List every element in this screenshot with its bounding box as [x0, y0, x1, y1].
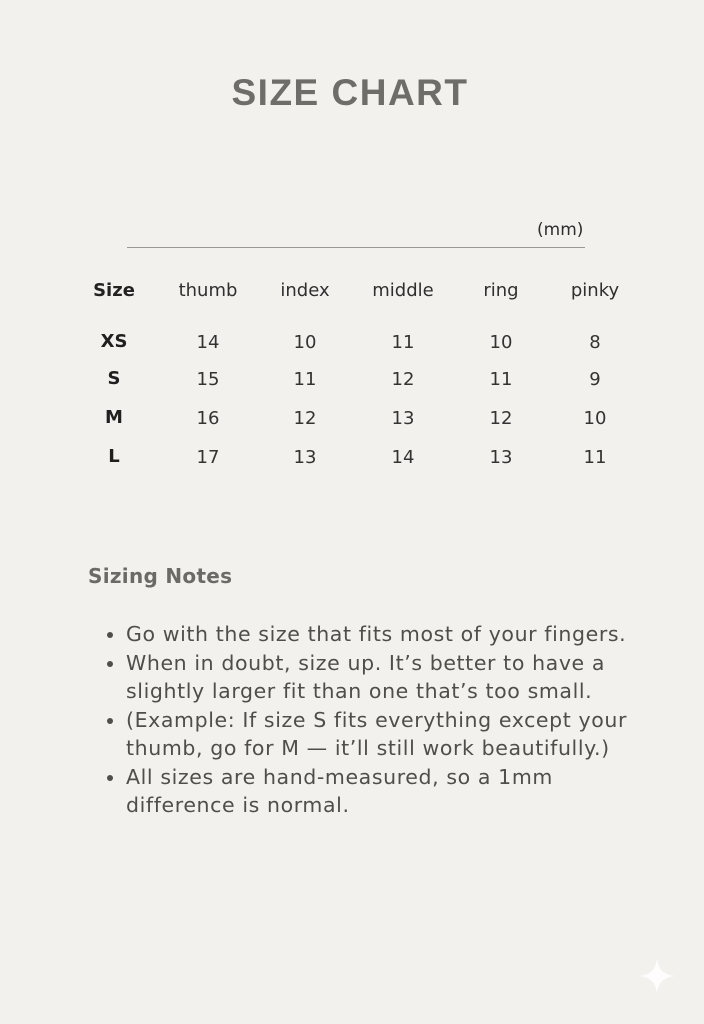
column-header-size: Size: [93, 280, 135, 301]
table-cell: 8: [589, 332, 601, 353]
unit-label: (mm): [537, 220, 584, 240]
table-cell: 10: [489, 332, 513, 353]
table-cell: 11: [489, 369, 513, 390]
bullet-icon: [107, 632, 113, 638]
table-cell: 11: [391, 332, 415, 353]
column-header-pinky: pinky: [570, 280, 620, 301]
table-cell: 9: [589, 369, 601, 390]
note-text: All sizes are hand-measured, so a 1mm difference is normal.: [126, 764, 553, 817]
table-cell: 12: [489, 408, 513, 429]
notes-heading: Sizing Notes: [88, 564, 233, 588]
page-title: SIZE CHART: [231, 72, 469, 113]
column-header-index: index: [280, 280, 330, 301]
table-cell: 13: [489, 447, 513, 468]
table-cell: 10: [293, 332, 317, 353]
divider-line: [127, 247, 585, 248]
notes-list: [104, 620, 644, 820]
note-text: (Example: If size S fits everything except your thumb, go for M — it’ll still work beautifully.): [126, 707, 628, 760]
table-cell: 11: [583, 447, 607, 468]
sparkle-icon: [637, 956, 677, 996]
row-size-label: XS: [100, 331, 128, 352]
bullet-icon: [107, 661, 113, 667]
note-text: When in doubt, size up. It’s better to have a slightly larger fit than one that’s too small.: [126, 650, 606, 703]
list-item: [104, 706, 644, 763]
table-cell: 14: [391, 447, 415, 468]
table-cell: 16: [196, 408, 220, 429]
list-item: [104, 620, 644, 649]
table-cell: 12: [391, 369, 415, 390]
row-size-label: M: [105, 407, 123, 428]
table-cell: 11: [293, 369, 317, 390]
bullet-icon: [107, 718, 113, 724]
note-text: Go with the size that fits most of your fingers.: [126, 622, 627, 646]
table-cell: 12: [293, 408, 317, 429]
table-cell: 14: [196, 332, 220, 353]
bullet-icon: [107, 775, 113, 781]
column-header-thumb: thumb: [178, 280, 238, 301]
table-cell: 15: [196, 369, 220, 390]
row-size-label: S: [107, 368, 121, 389]
table-cell: 13: [391, 408, 415, 429]
list-item: [104, 763, 644, 820]
table-cell: 17: [196, 447, 220, 468]
list-item: [104, 649, 644, 706]
table-cell: 13: [293, 447, 317, 468]
column-header-ring: ring: [483, 280, 519, 301]
table-cell: 10: [583, 408, 607, 429]
row-size-label: L: [108, 446, 120, 467]
column-header-middle: middle: [372, 280, 434, 301]
